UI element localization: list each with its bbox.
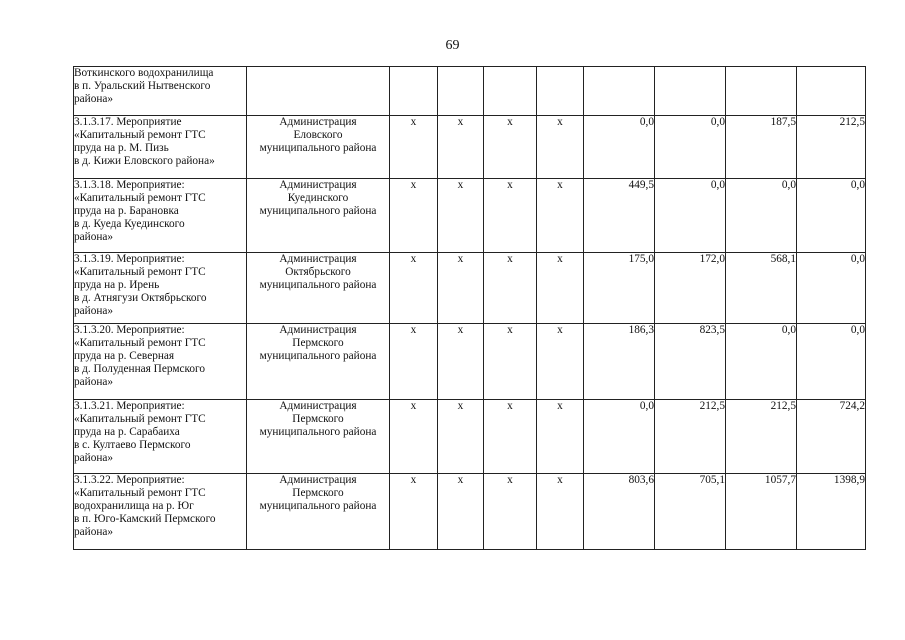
administration-line: Пермского — [292, 413, 344, 425]
empty-cell — [390, 67, 438, 116]
mark-cell: х — [390, 474, 438, 550]
mark-cell: х — [484, 400, 537, 474]
administration-line: муниципального района — [259, 500, 377, 512]
activity-name-line: в с. Култаево Пермского — [74, 439, 191, 451]
mark-cell: х — [484, 474, 537, 550]
mark-cell: х — [537, 253, 584, 324]
administration-line: муниципального района — [259, 279, 377, 291]
mark-cell: х — [438, 116, 484, 179]
table-row — [74, 179, 866, 253]
funding-value-cell: 212,5 — [797, 116, 866, 179]
administration-cell — [247, 253, 390, 324]
mark-cell: х — [484, 179, 537, 253]
activity-name-line: пруда на р. Ирень — [74, 279, 160, 291]
page-number: 69 — [445, 38, 460, 53]
funding-value-cell: 0,0 — [655, 116, 726, 179]
administration-cell — [247, 116, 390, 179]
mark-cell: х — [438, 253, 484, 324]
empty-cell — [797, 67, 866, 116]
funding-value-cell: 0,0 — [584, 400, 655, 474]
administration-line: Администрация — [279, 474, 357, 486]
table-row — [74, 116, 866, 179]
activity-name-line: в д. Кижи Еловского района» — [74, 155, 215, 167]
activity-name-line: Воткинского водохранилища — [74, 67, 214, 79]
empty-cell — [247, 67, 390, 116]
activity-name-line: «Капитальный ремонт ГТС — [74, 266, 206, 278]
administration-line: Пермского — [292, 337, 344, 349]
funding-value-cell: 0,0 — [797, 179, 866, 253]
funding-value-cell: 568,1 — [726, 253, 797, 324]
mark-cell: х — [390, 253, 438, 324]
funding-value-cell: 705,1 — [655, 474, 726, 550]
mark-cell: х — [537, 116, 584, 179]
mark-cell: х — [390, 324, 438, 400]
activity-name-line: пруда на р. М. Пизь — [74, 142, 169, 154]
activity-name-line: района» — [74, 376, 114, 388]
administration-line: Октябрьского — [285, 266, 351, 278]
empty-cell — [584, 67, 655, 116]
mark-cell: х — [484, 324, 537, 400]
activity-name-line: района» — [74, 452, 114, 464]
activity-name-line: в д. Атнягузи Октябрьского — [74, 292, 207, 304]
administration-cell — [247, 474, 390, 550]
mark-cell: х — [390, 116, 438, 179]
administration-cell — [247, 400, 390, 474]
funding-value-cell: 186,3 — [584, 324, 655, 400]
activity-name-line: «Капитальный ремонт ГТС — [74, 487, 206, 499]
activity-name-line: 3.1.3.18. Мероприятие: — [74, 179, 185, 191]
mark-cell: х — [537, 474, 584, 550]
administration-line: Еловского — [293, 129, 343, 141]
empty-cell — [484, 67, 537, 116]
administration-line: муниципального района — [259, 205, 377, 217]
activity-name-cell — [74, 67, 247, 116]
administration-line: муниципального района — [259, 350, 377, 362]
funding-value-cell: 175,0 — [584, 253, 655, 324]
funding-value-cell: 803,6 — [584, 474, 655, 550]
table-row — [74, 253, 866, 324]
administration-line: Куединского — [287, 192, 349, 204]
activity-name-line: водохранилища на р. Юг — [74, 500, 194, 512]
administration-line: Администрация — [279, 179, 357, 191]
empty-cell — [726, 67, 797, 116]
funding-value-cell: 0,0 — [797, 253, 866, 324]
table-row — [74, 324, 866, 400]
activity-name-line: «Капитальный ремонт ГТС — [74, 413, 206, 425]
activity-name-line: 3.1.3.17. Мероприятие — [74, 116, 182, 128]
funding-value-cell: 823,5 — [655, 324, 726, 400]
funding-value-cell: 724,2 — [797, 400, 866, 474]
administration-cell — [247, 179, 390, 253]
administration-line: Администрация — [279, 116, 357, 128]
activity-name-line: пруда на р. Северная — [74, 350, 175, 362]
activity-name-line: «Капитальный ремонт ГТС — [74, 192, 206, 204]
activity-name-line: района» — [74, 231, 114, 243]
mark-cell: х — [537, 324, 584, 400]
mark-cell: х — [438, 324, 484, 400]
mark-cell: х — [438, 400, 484, 474]
funding-value-cell: 172,0 — [655, 253, 726, 324]
activity-name-line: в п. Уральский Нытвенского — [74, 80, 211, 92]
activity-name-line: 3.1.3.19. Мероприятие: — [74, 253, 185, 265]
funding-value-cell: 212,5 — [726, 400, 797, 474]
activity-name-cell — [74, 324, 247, 400]
mark-cell: х — [537, 400, 584, 474]
activity-name-cell — [74, 400, 247, 474]
activity-name-line: 3.1.3.20. Мероприятие: — [74, 324, 185, 336]
administration-line: Администрация — [279, 400, 357, 412]
mark-cell: х — [390, 179, 438, 253]
funding-value-cell: 1398,9 — [797, 474, 866, 550]
funding-value-cell: 0,0 — [726, 179, 797, 253]
funding-value-cell: 212,5 — [655, 400, 726, 474]
administration-line: Администрация — [279, 253, 357, 265]
mark-cell: х — [484, 253, 537, 324]
funding-value-cell: 1057,7 — [726, 474, 797, 550]
activity-name-cell — [74, 474, 247, 550]
activity-name-line: 3.1.3.21. Мероприятие: — [74, 400, 185, 412]
mark-cell: х — [484, 116, 537, 179]
activity-name-line: в д. Полуденная Пермского — [74, 363, 206, 375]
table-row — [74, 400, 866, 474]
funding-value-cell: 449,5 — [584, 179, 655, 253]
activity-name-cell — [74, 253, 247, 324]
funding-value-cell: 0,0 — [584, 116, 655, 179]
activity-name-line: «Капитальный ремонт ГТС — [74, 129, 206, 141]
mark-cell: х — [438, 474, 484, 550]
activity-name-cell — [74, 116, 247, 179]
administration-line: муниципального района — [259, 142, 377, 154]
activity-name-line: в д. Куеда Куединского — [74, 218, 185, 230]
funding-value-cell: 0,0 — [655, 179, 726, 253]
activity-name-line: «Капитальный ремонт ГТС — [74, 337, 206, 349]
activity-name-line: пруда на р. Барановка — [74, 205, 179, 217]
activity-name-line: района» — [74, 305, 114, 317]
funding-value-cell: 0,0 — [726, 324, 797, 400]
empty-cell — [438, 67, 484, 116]
administration-cell — [247, 324, 390, 400]
empty-cell — [537, 67, 584, 116]
activity-name-line: района» — [74, 526, 114, 538]
activity-name-cell — [74, 179, 247, 253]
funding-value-cell: 187,5 — [726, 116, 797, 179]
administration-line: муниципального района — [259, 426, 377, 438]
mark-cell: х — [438, 179, 484, 253]
mark-cell: х — [390, 400, 438, 474]
program-activities-table — [73, 66, 866, 550]
administration-line: Пермского — [292, 487, 344, 499]
empty-cell — [655, 67, 726, 116]
activity-name-line: пруда на р. Сарабаиха — [74, 426, 180, 438]
activity-name-line: 3.1.3.22. Мероприятие: — [74, 474, 185, 486]
funding-value-cell: 0,0 — [797, 324, 866, 400]
mark-cell: х — [537, 179, 584, 253]
administration-line: Администрация — [279, 324, 357, 336]
activity-name-line: района» — [74, 93, 114, 105]
table-row — [74, 67, 866, 116]
table-row — [74, 474, 866, 550]
activity-name-line: в п. Юго-Камский Пермского — [74, 513, 216, 525]
